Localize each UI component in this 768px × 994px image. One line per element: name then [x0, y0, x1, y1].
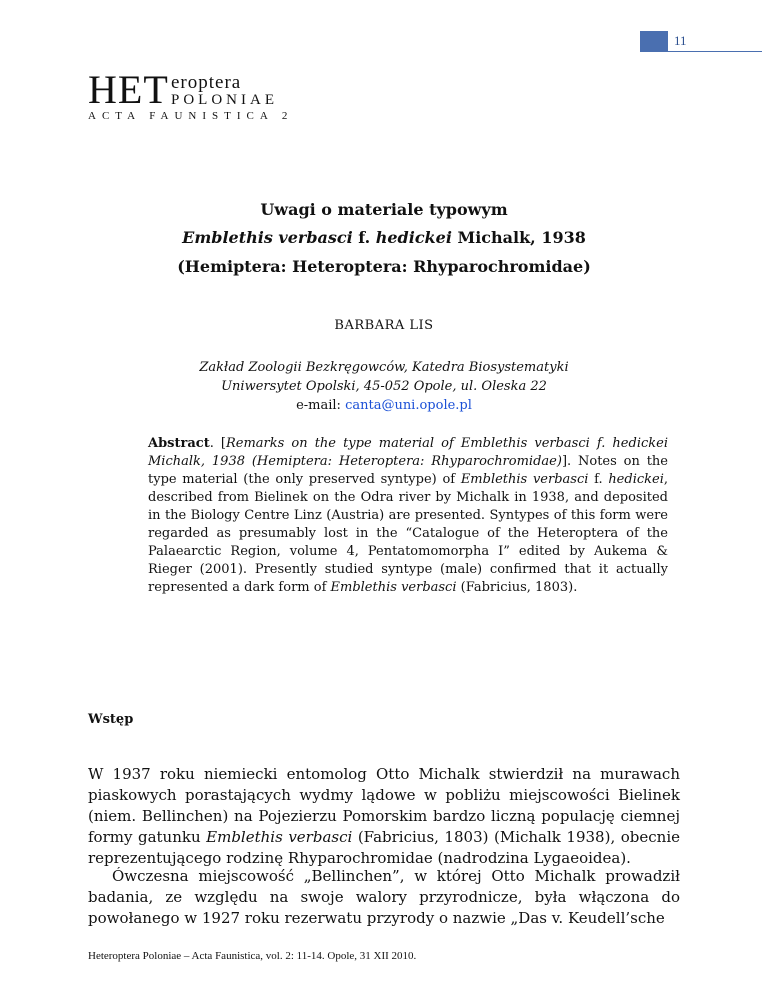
title-form-name: hedickei [375, 228, 452, 247]
title-line-1: Uwagi o materiale typowym [260, 200, 508, 219]
paragraph-2: Ówczesna miejscowość „Bellinchen”, w której Otto Michalk prowadził badania, ze względu na swoje walory przyrodnicze, była włączona do powołanego w 1927 roku rezerwatu przyrody o nazwie „Das v. Keudell’sche [88, 867, 680, 927]
abstract-sep: . [ [209, 436, 226, 451]
affiliation-line-2: Uniwersytet Opolski, 45-052 Opole, ul. Oleska 22 [221, 379, 547, 394]
affiliation-line-1: Zakład Zoologii Bezkręgowców, Katedra Biosystematyki [199, 360, 569, 375]
title-species: Emblethis verbasci [182, 228, 353, 247]
logo-eroptera: eroptera [171, 72, 242, 93]
title-line-2 [0, 228, 768, 247]
abstract-remarks: Remarks on the type material of Emblethis verbasci f. hedickei Michalk, 1938 (Hemiptera: Heteroptera: Rhyparochromidae) [148, 436, 668, 469]
email-link[interactable]: canta@uni.opole.pl [345, 398, 472, 413]
abstract-label: Abstract [148, 436, 210, 451]
email-label: e-mail: [296, 398, 346, 413]
section-heading: Wstęp [88, 712, 134, 727]
abstract-text-2: f. [588, 472, 609, 487]
paragraph-1-species: Emblethis verbasci [206, 828, 353, 846]
abstract-text-1: ]. Notes on the type material (the only preserved syntype) of [148, 454, 668, 487]
abstract-form-name: hedickei [608, 472, 664, 487]
abstract-species-1: Emblethis verbasci [460, 472, 589, 487]
footer-citation: Heteroptera Poloniae – Acta Faunistica, vol. 2: 11-14. Opole, 31 XII 2010. [88, 950, 417, 962]
paragraph-1-text-b: (Fabricius, 1803) (Michalk 1938), obecnie reprezentującego rodzinę Rhyparochromidae (nadrodzina Lygaeoidea). [88, 828, 680, 867]
journal-logo [88, 67, 338, 124]
page-number-tab [640, 31, 668, 51]
title-form: f. [352, 228, 376, 247]
title-author-year: Michalk, 1938 [451, 228, 586, 247]
abstract [148, 435, 668, 597]
abstract-text-3: , described from Bielinek on the Odra river by Michalk in 1938, and deposited in the Biology Centre Linz (Austria) are presented. Syntypes of this form were regarded as presumably lost in the “Catalogue of the Heteroptera of the Palaearctic Region, volume 4, Pentatomomorpha I” edited by Aukema & Rieger (2001). Presently studied syntype (male) confirmed that it actually represented a dark form of [148, 472, 669, 595]
author-name: BARBARA LIS [334, 318, 434, 333]
title-line-3: (Hemiptera: Heteroptera: Rhyparochromidae) [177, 257, 591, 276]
abstract-species-2: Emblethis verbasci [330, 580, 457, 595]
paragraph-1 [88, 764, 680, 869]
logo-acta-faunistica: ACTA FAUNISTICA 2 [88, 110, 294, 122]
abstract-text-4: (Fabricius, 1803). [456, 580, 578, 595]
paragraph-1-text-a: W 1937 roku niemiecki entomolog Otto Michalk stwierdził na murawach piaskowych porastających wydmy lądowe w pobliżu miejscowości Bielinek (niem. Bellinchen) na Pojezierzu Pomorskim bardzo liczną populację ciemnej formy gatunku [88, 765, 680, 846]
email-line [0, 398, 768, 413]
page-number: 11 [674, 33, 687, 48]
logo-poloniae: POLONIAE [171, 92, 278, 108]
logo-het: HET [88, 67, 169, 112]
